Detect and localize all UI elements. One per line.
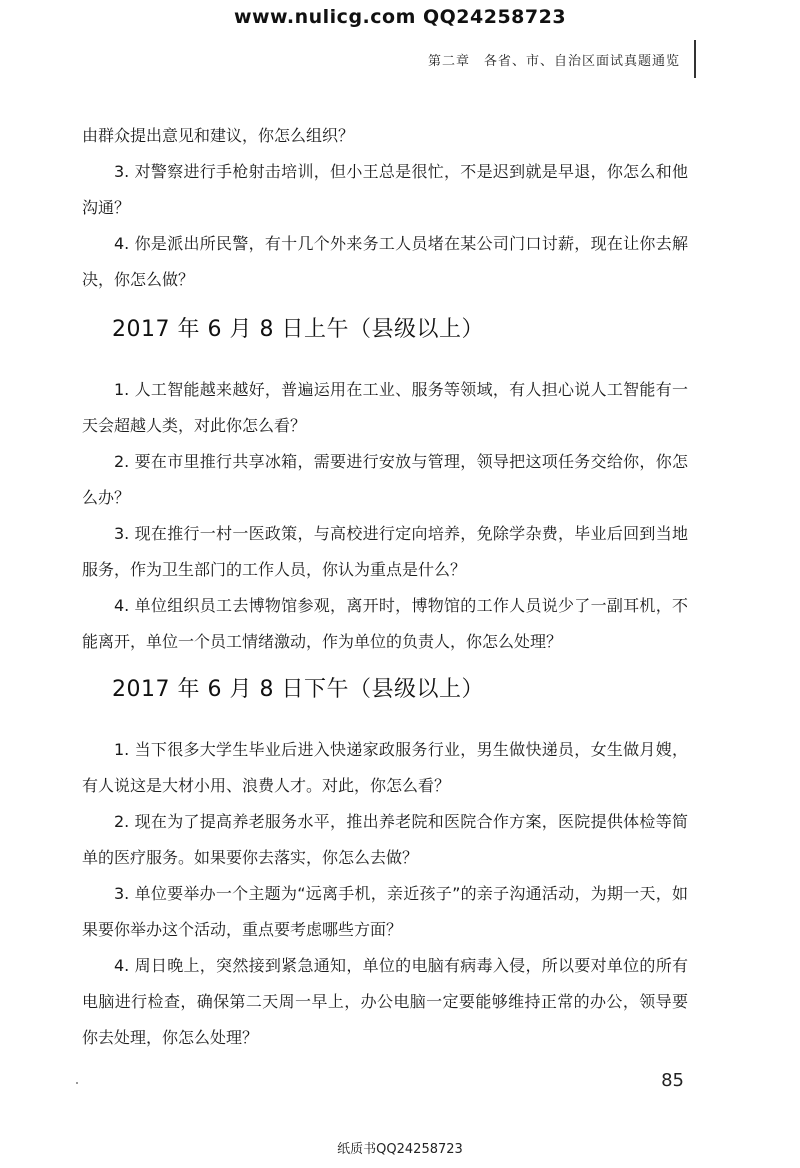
question-paragraph: 3. 对警察进行手枪射击培训，但小王总是很忙，不是迟到就是早退，你怎么和他沟通？ [82, 162, 688, 217]
bottom-watermark: 纸质书QQ24258723 [337, 1142, 463, 1157]
question-paragraph: 4. 你是派出所民警，有十几个外来务工人员堵在某公司门口讨薪，现在让你去解决，你怎么做？ [82, 234, 688, 289]
chapter-header: 第二章 各省、市、自治区面试真题通览 [427, 54, 680, 69]
question-paragraph: 3. 现在推行一村一医政策，与高校进行定向培养，免除学杂费，毕业后回到当地服务，作为卫生部门的工作人员，你认为重点是什么？ [82, 524, 688, 579]
header-rule [694, 40, 696, 78]
section-title-afternoon: 2017 年 6 月 8 日下午（县级以上） [112, 677, 484, 702]
question-paragraph: 4. 单位组织员工去博物馆参观，离开时，博物馆的工作人员说少了一副耳机，不能离开，单位一个员工情绪激动，作为单位的负责人，你怎么处理？ [82, 596, 688, 651]
question-paragraph: 1. 人工智能越来越好，普遍运用在工业、服务等领域，有人担心说人工智能有一天会超越人类，对此你怎么看？ [82, 380, 688, 435]
question-paragraph: 2. 要在市里推行共享冰箱，需要进行安放与管理，领导把这项任务交给你，你怎么办？ [82, 452, 688, 507]
question-paragraph: 2. 现在为了提高养老服务水平，推出养老院和医院合作方案，医院提供体检等简单的医疗服务。如果要你去落实，你怎么去做？ [82, 812, 688, 867]
page-number: 85 [661, 1070, 684, 1091]
continuation-paragraph: 由群众提出意见和建议，你怎么组织？ [82, 126, 355, 145]
question-paragraph: 4. 周日晚上，突然接到紧急通知，单位的电脑有病毒入侵，所以要对单位的所有电脑进行检查，确保第二天周一早上，办公电脑一定要能够维持正常的办公，领导要你去处理，你怎么处理？ [82, 956, 688, 1047]
top-watermark: www.nulicg.com QQ24258723 [233, 6, 567, 28]
question-paragraph: 1. 当下很多大学生毕业后进入快递家政服务行业，男生做快递员，女生做月嫂，有人说这是大材小用、浪费人才。对此，你怎么看？ [82, 740, 688, 795]
question-paragraph: 3. 单位要举办一个主题为“远离手机，亲近孩子”的亲子沟通活动，为期一天，如果要你举办这个活动，重点要考虑哪些方面？ [82, 884, 688, 939]
section-title-morning: 2017 年 6 月 8 日上午（县级以上） [112, 317, 484, 342]
scan-speck [76, 1082, 78, 1084]
